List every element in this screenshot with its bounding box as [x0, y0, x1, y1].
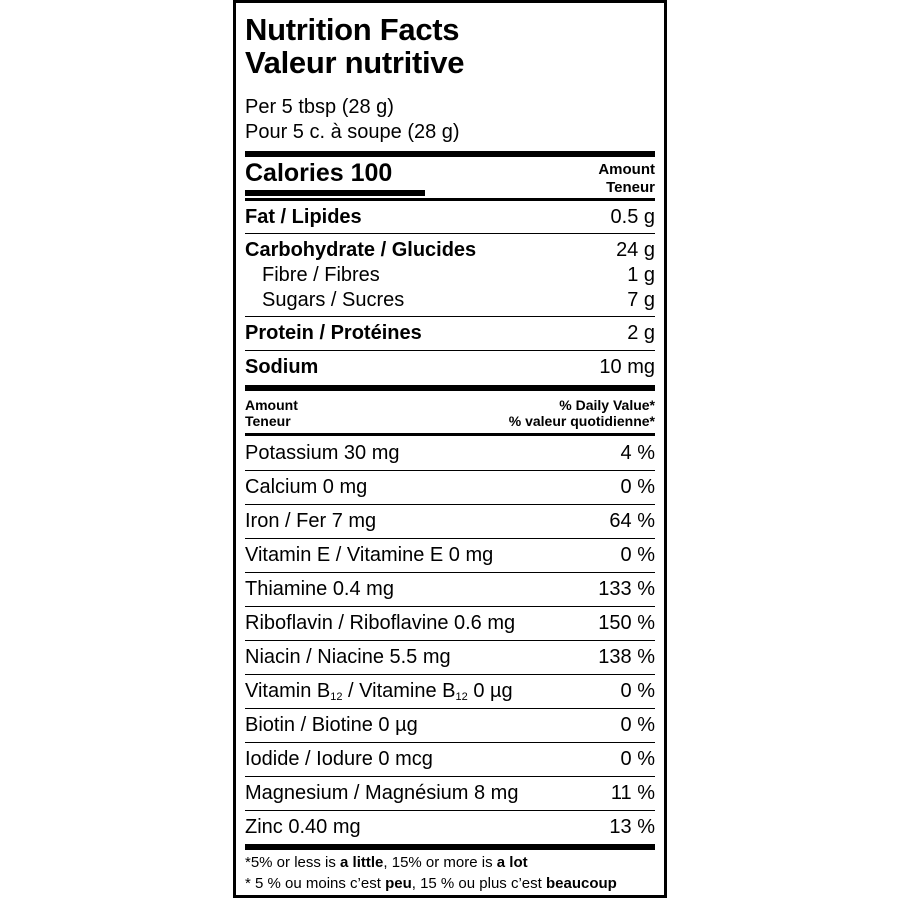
nutrient-row-fibre — [245, 263, 655, 287]
nutrient-daily-value: 0 % — [620, 680, 655, 702]
nutrient-daily-value: 4 % — [620, 442, 655, 464]
nutrient-amount: 0.5 g — [610, 206, 655, 228]
nutrient-label: Calcium 0 mg — [245, 476, 368, 498]
title-french: Valeur nutritive — [245, 45, 465, 80]
b12-english: Vitamin B — [245, 680, 331, 702]
row-divider — [245, 572, 655, 573]
amount-english: Amount — [245, 397, 298, 413]
footnote-text: , 15 % ou plus c’est — [411, 875, 546, 892]
nutrient-daily-value: 0 % — [620, 714, 655, 736]
row-divider — [245, 742, 655, 743]
footnote-english — [245, 852, 617, 873]
b12-amount: 0 µg — [467, 680, 513, 702]
amount-column-header — [245, 397, 298, 429]
nutrient-daily-value: 138 % — [598, 646, 655, 668]
row-divider — [245, 538, 655, 539]
nutrient-label: Thiamine 0.4 mg — [245, 578, 394, 600]
nutrient-row-fat — [245, 205, 655, 229]
serving-size — [245, 95, 460, 145]
nutrient-label: Iron / Fer 7 mg — [245, 510, 377, 532]
nutrient-row-iodide — [245, 747, 655, 771]
footnote-french — [245, 873, 617, 894]
nutrient-label: Fat / Lipides — [245, 206, 362, 228]
nutrient-label: Niacin / Niacine 5.5 mg — [245, 646, 451, 668]
nutrient-label: Biotin / Biotine 0 µg — [245, 714, 418, 736]
nutrient-amount: 1 g — [627, 264, 655, 286]
nutrient-label: Magnesium / Magnésium 8 mg — [245, 782, 519, 804]
nutrient-row-protein — [245, 321, 655, 345]
nutrient-label: Zinc 0.40 mg — [245, 816, 361, 838]
serving-english: Per 5 tbsp (28 g) — [245, 96, 394, 118]
nutrient-row-potassium — [245, 441, 655, 465]
nutrient-row-carbohydrate — [245, 238, 655, 262]
footnote-emphasis: a lot — [496, 854, 528, 871]
nutrient-label: Protein / Protéines — [245, 322, 422, 344]
nutrient-daily-value: 64 % — [609, 510, 655, 532]
footnote-text: * 5 % ou moins c’est — [245, 875, 386, 892]
title-english: Nutrition Facts — [245, 12, 460, 47]
footnote — [245, 852, 617, 894]
amount-english: Amount — [598, 161, 655, 178]
nutrient-label: Sodium — [245, 356, 319, 378]
footnote-emphasis: beaucoup — [545, 875, 617, 892]
row-divider — [245, 504, 655, 505]
nutrient-amount: 2 g — [627, 322, 655, 344]
daily-value-header — [245, 397, 655, 429]
nutrient-row-riboflavin — [245, 611, 655, 635]
nutrient-daily-value: 0 % — [620, 748, 655, 770]
calories-label: Calories 100 — [245, 159, 393, 187]
thick-divider — [245, 385, 655, 391]
nutrient-row-sodium — [245, 355, 655, 379]
nutrient-daily-value: 13 % — [609, 816, 655, 838]
nutrient-amount: 10 mg — [599, 356, 655, 378]
nutrient-daily-value: 133 % — [598, 578, 655, 600]
row-divider — [245, 316, 655, 317]
b12-french: / Vitamine B — [342, 680, 456, 702]
nutrient-label: Carbohydrate / Glucides — [245, 239, 477, 261]
nutrient-row-niacin — [245, 645, 655, 669]
nutrient-label: Vitamin E / Vitamine E 0 mg — [245, 544, 494, 566]
nutrient-row-iron — [245, 509, 655, 533]
nutrient-row-zinc — [245, 815, 655, 839]
nutrient-row-vitamin-b12 — [245, 679, 655, 703]
dv-column-header — [509, 397, 655, 429]
footnote-emphasis: peu — [385, 875, 412, 892]
dv-french: % valeur quotidienne* — [508, 413, 655, 429]
nutrient-label: Sugars / Sucres — [262, 289, 405, 311]
nutrient-row-magnesium — [245, 781, 655, 805]
amount-french: Teneur — [606, 179, 655, 196]
table-title — [245, 13, 464, 79]
nutrient-daily-value: 0 % — [620, 544, 655, 566]
amount-french: Teneur — [245, 413, 291, 429]
nutrient-row-thiamine — [245, 577, 655, 601]
amount-header — [598, 161, 655, 197]
thick-divider — [245, 844, 655, 850]
b12-subscript: 12 — [455, 691, 468, 703]
calories-underline — [245, 190, 425, 196]
dv-english: % Daily Value* — [559, 397, 655, 413]
medium-divider — [245, 198, 655, 201]
row-divider — [245, 350, 655, 351]
nutrient-daily-value: 0 % — [620, 476, 655, 498]
nutrient-row-calcium — [245, 475, 655, 499]
thick-divider — [245, 151, 655, 157]
row-divider — [245, 776, 655, 777]
nutrient-row-vitamin-e — [245, 543, 655, 567]
nutrient-daily-value: 11 % — [610, 782, 655, 804]
row-divider — [245, 674, 655, 675]
serving-french: Pour 5 c. à soupe (28 g) — [245, 121, 460, 143]
row-divider — [245, 708, 655, 709]
nutrient-amount: 24 g — [616, 239, 655, 261]
nutrient-label — [245, 679, 513, 703]
row-divider — [245, 810, 655, 811]
footnote-text: *5% or less is — [245, 854, 341, 871]
row-divider — [245, 606, 655, 607]
nutrient-label: Fibre / Fibres — [262, 264, 380, 286]
footnote-text: , 15% or more is — [383, 854, 497, 871]
nutrition-facts-table — [233, 0, 667, 898]
footnote-emphasis: a little — [340, 854, 384, 871]
nutrient-label: Potassium 30 mg — [245, 442, 400, 464]
medium-divider — [245, 433, 655, 436]
nutrient-row-sugars — [245, 288, 655, 312]
row-divider — [245, 470, 655, 471]
nutrient-daily-value: 150 % — [598, 612, 655, 634]
nutrient-amount: 7 g — [627, 289, 655, 311]
nutrient-row-biotin — [245, 713, 655, 737]
nutrient-label: Riboflavin / Riboflavine 0.6 mg — [245, 612, 516, 634]
row-divider — [245, 640, 655, 641]
row-divider — [245, 233, 655, 234]
nutrient-label: Iodide / Iodure 0 mcg — [245, 748, 433, 770]
b12-subscript: 12 — [330, 691, 343, 703]
